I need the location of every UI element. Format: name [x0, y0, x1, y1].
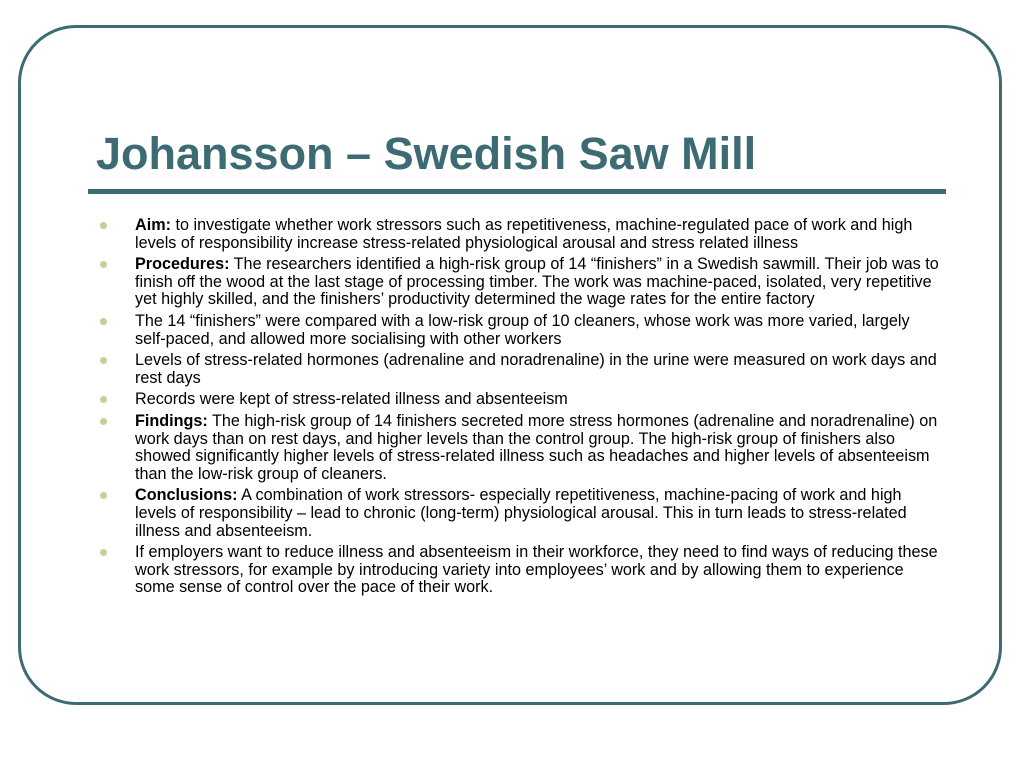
- bullet-dot-icon: [100, 261, 107, 268]
- bullet-text: to investigate whether work stressors such as repetitiveness, machine-regulated pace of work and high levels of responsibility increase stress-related physiological arousal and stress related illness: [135, 216, 913, 252]
- bullet-text: The high-risk group of 14 finishers secreted more stress hormones (adrenaline and noradrenaline) on work days than on rest days, and higher levels than the control group. The high-risk group of finishers also showed significantly higher levels of stress-related illness such as headaches and higher levels of absenteeism than the low-risk group of cleaners.: [135, 411, 938, 483]
- bullet-text: If employers want to reduce illness and absenteeism in their workforce, they need to find ways of reducing these work stressors, for example by introducing variety into employees’ work and by allowing them to experience some sense of control over the pace of their work.: [135, 543, 938, 597]
- bullet-dot-icon: [100, 396, 107, 403]
- bullet-dot-icon: [100, 418, 107, 425]
- bullet-dot-icon: [100, 549, 107, 556]
- bullet-lead: Procedures:: [135, 255, 230, 274]
- bullet-lead: Aim:: [135, 216, 171, 234]
- bullet-item-implications: [100, 544, 940, 597]
- bullet-text: Levels of stress-related hormones (adrenaline and noradrenaline) in the urine were measured on work days and rest days: [135, 351, 937, 387]
- bullet-item-conclusions: [100, 487, 940, 540]
- bullet-list: [100, 217, 940, 601]
- bullet-dot-icon: [100, 357, 107, 364]
- bullet-item-aim: [100, 217, 940, 252]
- bullet-item-procedures: [100, 256, 940, 309]
- bullet-lead: Findings:: [135, 411, 208, 430]
- bullet-dot-icon: [100, 492, 107, 499]
- bullet-text: A combination of work stressors- especially repetitiveness, machine-pacing of work and high levels of responsibility – lead to chronic (long-term) physiological arousal. This in turn leads to stress-related illness and absenteeism.: [135, 486, 907, 540]
- bullet-dot-icon: [100, 222, 107, 229]
- bullet-item-comparison: [100, 313, 940, 348]
- bullet-text: The researchers identified a high-risk group of 14 “finishers” in a Swedish sawmill. Their job was to finish off the wood at the last stage of processing timber. The work was machine-paced, isolated, very repetitive yet highly skilled, and the finishers’ productivity determined the wage rates for the entire factory: [135, 255, 939, 309]
- bullet-item-records: [100, 391, 940, 409]
- bullet-item-findings: [100, 413, 940, 483]
- bullet-dot-icon: [100, 318, 107, 325]
- slide-title: Johansson – Swedish Saw Mill: [96, 128, 757, 179]
- bullet-lead: Conclusions:: [135, 486, 238, 505]
- bullet-text: The 14 “finishers” were compared with a low-risk group of 10 cleaners, whose work was more varied, largely self-paced, and allowed more socialising with other workers: [135, 311, 910, 348]
- bullet-text: Records were kept of stress-related illness and absenteeism: [135, 390, 568, 409]
- title-underline: [88, 189, 946, 194]
- bullet-item-measurement: [100, 352, 940, 387]
